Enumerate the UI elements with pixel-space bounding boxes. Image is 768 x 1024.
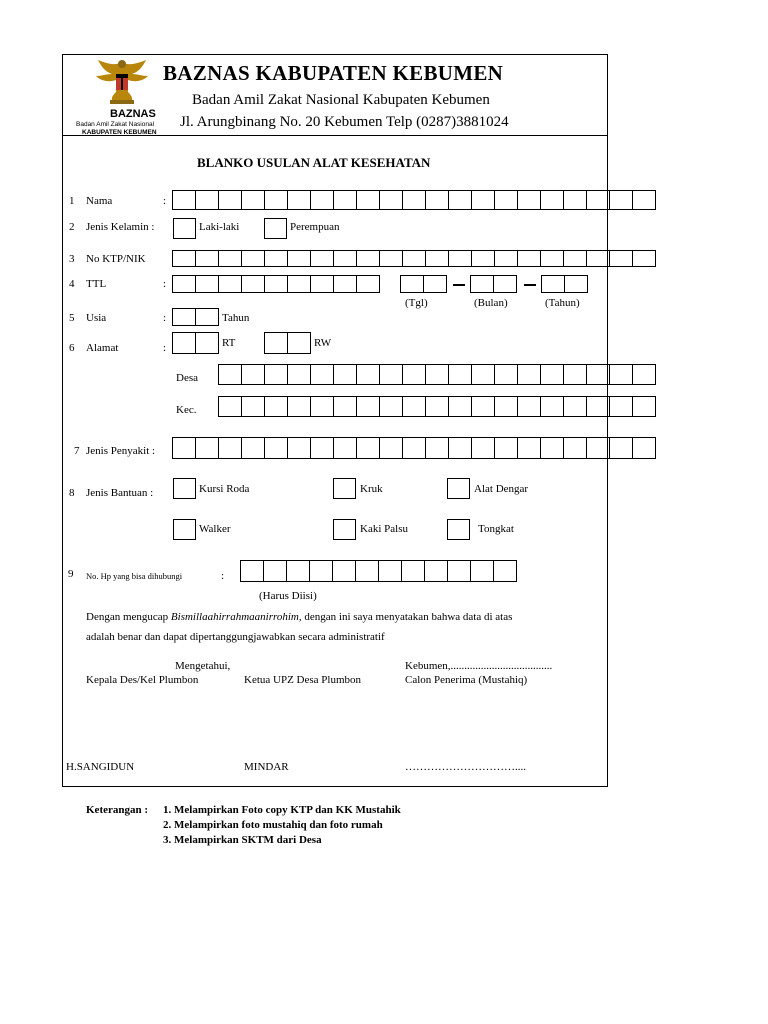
colon: : — [163, 312, 167, 324]
label-nama: Nama — [86, 195, 113, 207]
label-calon-penerima: Calon Penerima (Mustahiq) — [405, 674, 528, 686]
label-tahun: (Tahun) — [545, 297, 580, 309]
input-bulan[interactable] — [470, 275, 517, 293]
note-item-3: 3. Melampirkan SKTM dari Desa — [163, 834, 322, 846]
dash — [453, 284, 465, 286]
statement-line-1 — [86, 611, 512, 623]
logo-name: BAZNAS — [110, 108, 156, 120]
logo-line2: KABUPATEN KEBUMEN — [82, 129, 157, 136]
note-item-2: 2. Melampirkan foto mustahiq dan foto rumah — [163, 819, 383, 831]
row-number-1: 1 — [69, 195, 75, 207]
label-kursi-roda: Kursi Roda — [199, 483, 250, 495]
input-ktp[interactable] — [172, 250, 656, 267]
input-tahun[interactable] — [541, 275, 588, 293]
input-tempat-lahir[interactable] — [172, 275, 380, 293]
checkbox-kursi-roda[interactable] — [173, 478, 196, 499]
signatory-ketua-upz: MINDAR — [244, 761, 289, 773]
signatory-penerima: ………………………….... — [405, 761, 526, 773]
label-ketua-upz: Ketua UPZ Desa Plumbon — [244, 674, 362, 686]
label-tongkat: Tongkat — [478, 523, 514, 535]
colon: : — [163, 278, 167, 290]
dash — [524, 284, 536, 286]
org-subtitle: Badan Amil Zakat Nasional Kabupaten Kebumen — [192, 92, 490, 108]
row-number-3: 3 — [69, 253, 75, 265]
label-kaki-palsu: Kaki Palsu — [360, 523, 408, 535]
checkbox-alat-dengar[interactable] — [447, 478, 470, 499]
checkbox-laki-laki[interactable] — [173, 218, 196, 239]
checkbox-kaki-palsu[interactable] — [333, 519, 356, 540]
colon: : — [163, 342, 167, 354]
input-desa[interactable] — [218, 364, 656, 385]
row-number-4: 4 — [69, 278, 75, 290]
label-rt: RT — [222, 337, 236, 349]
label-kebumen-date: Kebumen,..................................... — [405, 660, 553, 672]
logo-line1: Badan Amil Zakat Nasional — [76, 121, 155, 128]
label-ttl: TTL — [86, 278, 107, 290]
signatory-kepala-desa: H.SANGIDUN — [66, 761, 135, 773]
label-jenis-kelamin: Jenis Kelamin : — [86, 221, 155, 233]
note-item-1: 1. Melampirkan Foto copy KTP dan KK Mustahik — [163, 804, 401, 816]
org-address: Jl. Arungbinang No. 20 Kebumen Telp (0287)3881024 — [180, 114, 509, 130]
checkbox-perempuan[interactable] — [264, 218, 287, 239]
label-alat-dengar: Alat Dengar — [474, 483, 529, 495]
label-walker: Walker — [199, 523, 231, 535]
label-kepala-desa: Kepala Des/Kel Plumbon — [86, 674, 199, 686]
colon: : — [221, 570, 225, 582]
statement-pre: Dengan mengucap — [86, 611, 171, 623]
input-no-hp[interactable] — [240, 560, 517, 582]
label-kec: Kec. — [176, 404, 197, 416]
row-number-9: 9 — [68, 568, 74, 580]
row-number-2: 2 — [69, 221, 75, 233]
row-number-7: 7 — [74, 445, 80, 457]
row-number-8: 8 — [69, 487, 75, 499]
label-ktp: No KTP/NIK — [86, 253, 146, 265]
input-rw[interactable] — [264, 332, 311, 354]
label-laki-laki: Laki-laki — [199, 221, 240, 233]
label-rw: RW — [314, 337, 332, 349]
input-nama[interactable] — [172, 190, 656, 210]
colon: : — [163, 195, 167, 207]
label-kruk: Kruk — [360, 483, 383, 495]
row-number-6: 6 — [69, 342, 75, 354]
input-tanggal[interactable] — [400, 275, 447, 293]
notes-label: Keterangan : — [86, 804, 149, 816]
org-title: BAZNAS KABUPATEN KEBUMEN — [163, 61, 504, 85]
label-alamat: Alamat — [86, 342, 119, 354]
input-usia[interactable] — [172, 308, 219, 326]
input-kecamatan[interactable] — [218, 396, 656, 417]
checkbox-walker[interactable] — [173, 519, 196, 540]
label-desa: Desa — [176, 372, 198, 384]
label-tahun-unit: Tahun — [222, 312, 250, 324]
label-mengetahui: Mengetahui, — [175, 660, 231, 672]
garuda-emblem-icon — [92, 56, 152, 106]
label-usia: Usia — [86, 312, 107, 324]
checkbox-tongkat[interactable] — [447, 519, 470, 540]
input-rt[interactable] — [172, 332, 219, 354]
form-title: BLANKO USULAN ALAT KESEHATAN — [197, 155, 431, 170]
input-penyakit[interactable] — [172, 437, 656, 459]
label-no-hp: No. Hp yang bisa dihubungi — [86, 571, 183, 581]
label-jenis-bantuan: Jenis Bantuan : — [86, 487, 154, 499]
label-harus-diisi: (Harus Diisi) — [259, 590, 317, 602]
label-jenis-penyakit: Jenis Penyakit : — [86, 445, 156, 457]
label-perempuan: Perempuan — [290, 221, 340, 233]
label-tgl: (Tgl) — [405, 297, 428, 309]
label-bulan: (Bulan) — [474, 297, 508, 309]
row-number-5: 5 — [69, 312, 75, 324]
statement-basmalah: Bismillaahirrahmaanirrohim, — [170, 611, 302, 623]
statement-post: dengan ini saya menyatakan bahwa data di atas — [301, 611, 513, 623]
statement-line-2: adalah benar dan dapat dipertanggungjawabkan secara administratif — [86, 631, 385, 643]
checkbox-kruk[interactable] — [333, 478, 356, 499]
